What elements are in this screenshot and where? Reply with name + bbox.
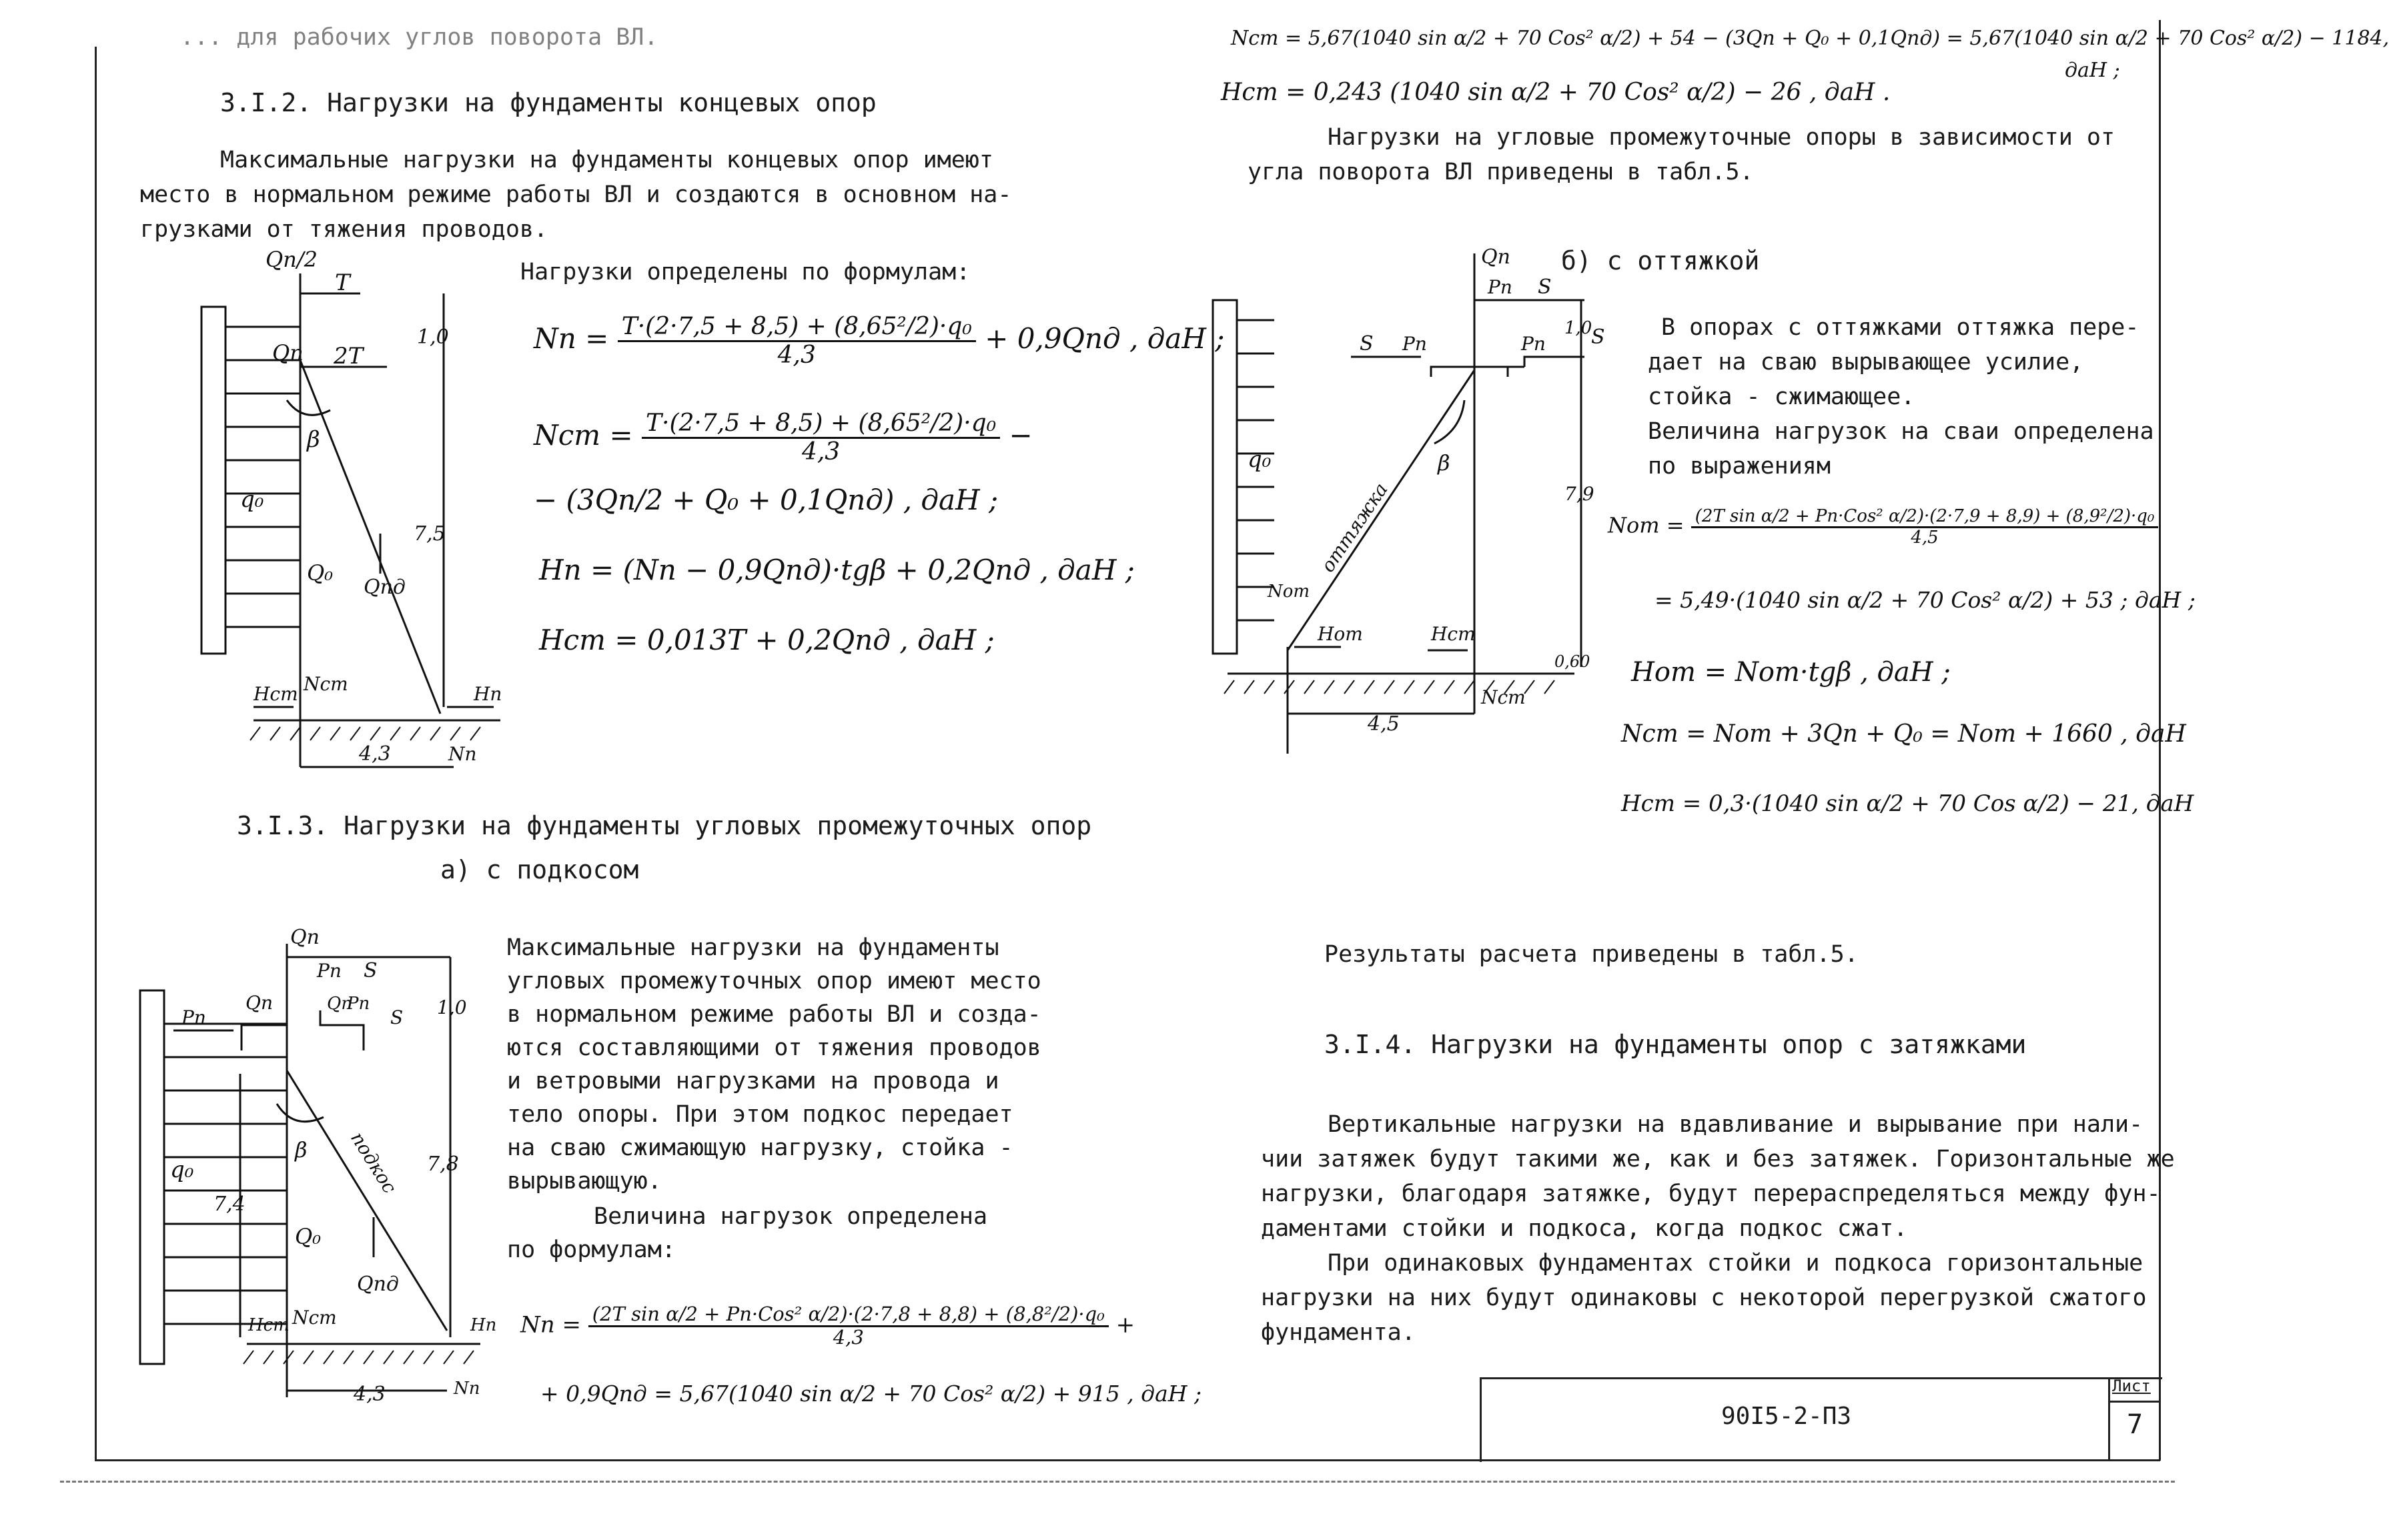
f2-den: 4,3 [801, 438, 841, 466]
hst-label: Hст [254, 683, 298, 705]
2t-label: 2T [334, 343, 364, 369]
section-3-1-4-title: 3.I.4. Нагрузки на фундаменты опор с затяжками [1324, 1030, 2027, 1059]
right-para1-line-2: угла поворота ВЛ приведены в табл.5. [1248, 159, 1754, 185]
f1-lhs: Nп = [534, 322, 609, 355]
f1-num: T·(2·7,5 + 8,5) + (8,65²/2)·q₀ [618, 313, 976, 342]
t-label: T [335, 269, 350, 296]
d3-dim-1-0: 1,0 [1564, 318, 1592, 338]
d2-q0-load: q₀ [170, 1157, 194, 1183]
dim-1-0: 1,0 [417, 325, 449, 349]
d2-dim-4-3: 4,3 [354, 1383, 386, 1406]
right-para3-line-1: Величина нагрузок на сваи определена [1648, 418, 2154, 445]
right-para2-line-2: дает на сваю вырывающее усилие, [1648, 349, 2084, 375]
formula-np-strut-line2: + 0,9Qпд = 5,67(1040 sin α/2 + 70 Cos² α/2) + 915 , даН ; [540, 1381, 1202, 1407]
s314-para2-line-2: нагрузки на них будут одинаковы с некоторой перегрузкой сжатого [1261, 1285, 2147, 1311]
d2-s-right: S [390, 1006, 404, 1028]
s313-para-line-4: ются составляющими от тяжения проводов [507, 1034, 1041, 1061]
formula-hst-guy: Hст = 0,3·(1040 sin α/2 + 70 Cos α/2) − 21, даН [1621, 790, 2194, 817]
s314-para-line-4: даментами стойки и подкоса, когда подкос сжат. [1261, 1215, 1908, 1242]
d3-beta: β [1438, 450, 1450, 476]
d2-hst: Hст [248, 1315, 290, 1335]
d3-qn: Qп [1481, 245, 1510, 269]
f1-tail: + 0,9Qпд , даН ; [985, 322, 1225, 355]
beta-label: β [307, 426, 320, 453]
s312-para-line-2: место в нормальном режиме работы ВЛ и создаются в основном на- [140, 181, 1012, 208]
fa-lhs: Nп = [520, 1311, 581, 1339]
s313-intro-2: по формулам: [507, 1237, 676, 1263]
sheet-label-divider [2108, 1401, 2160, 1403]
d2-np: Nп [454, 1379, 480, 1399]
d2-nst: Nст [292, 1307, 337, 1329]
fb-den: 4,5 [1911, 527, 1939, 548]
d3-pn-left: Pп [1402, 333, 1427, 355]
d2-dim-7-4: 7,4 [213, 1193, 246, 1216]
f1-den: 4,3 [777, 341, 816, 369]
formula-nst-guy: Nст = Nот + 3Qп + Q₀ = Nот + 1660 , даН [1621, 720, 2186, 748]
d2-dim-1-0: 1,0 [437, 996, 467, 1018]
d3-hot: Hот [1318, 623, 1363, 645]
d3-s-left: S [1360, 332, 1374, 355]
s312-para-line-1: Максимальные нагрузки на фундаменты концевых опор имеют [220, 147, 993, 173]
s313-para-line-5: и ветровыми нагрузками на провода и [507, 1068, 999, 1094]
s313-para-line-6: тело опоры. При этом подкос передает [507, 1101, 1013, 1128]
formula-hot: Hот = Nот·tgβ , даН ; [1631, 657, 1951, 688]
q0-label: Q₀ [307, 560, 334, 586]
s314-para-line-1: Вертикальные нагрузки на вдавливание и вырывание при нали- [1328, 1111, 2143, 1138]
d2-qn-left: Qп [246, 992, 273, 1014]
formula-hst-strut-top: Hст = 0,243 (1040 sin α/2 + 70 Cos² α/2) − 26 , даН . [1221, 79, 1891, 106]
d3-nst: Nст [1481, 686, 1526, 708]
d2-pn-top: Pп [317, 960, 342, 982]
formula-not [1608, 507, 2158, 547]
s313-subtitle: а) с подкосом [440, 855, 639, 884]
d3-pn-right: Pп [1521, 333, 1546, 355]
d3-s-top: S [1538, 275, 1552, 299]
s313-para-line-1: Максимальные нагрузки на фундаменты [507, 934, 999, 961]
s313-para-line-7: на сваю сжимающую нагрузку, стойка - [507, 1134, 1013, 1161]
guy-support-diagram [1208, 245, 1605, 767]
fa-tail: + [1115, 1311, 1135, 1339]
formula-nst-strut-unit: даН ; [2065, 59, 2120, 82]
s312-para-line-3: грузками от тяжения проводов. [140, 216, 548, 243]
d2-qng: Qпд [357, 1273, 399, 1296]
document-code: 90I5-2-ПЗ [1721, 1403, 1852, 1430]
d3-not: Nот [1268, 582, 1310, 602]
right-para1-line-1: Нагрузки на угловые промежуточные опоры в зависимости от [1328, 124, 2115, 151]
s313-para-line-3: в нормальном режиме работы ВЛ и созда- [507, 1001, 1041, 1028]
d2-hp: Hп [470, 1315, 497, 1335]
formula-np-strut [520, 1304, 1135, 1349]
d2-pn-left: Pп [181, 1006, 206, 1028]
qng-label: Qпд [364, 576, 406, 599]
bottom-dashed-line [60, 1481, 2175, 1483]
formula-hst: Hст = 0,013T + 0,2Qпд , даН ; [539, 624, 995, 656]
sheet-number: 7 [2127, 1409, 2143, 1440]
d3-dim-7-9: 7,9 [1564, 483, 1594, 505]
d2-podkos: подкос [346, 1128, 402, 1198]
s313-para-line-8: вырывающую. [507, 1168, 662, 1195]
s313-para-line-2: угловых промежуточных опор имеют место [507, 968, 1041, 994]
s312-formula-intro: Нагрузки определены по формулам: [520, 259, 971, 285]
f2-tail: − [1009, 419, 1033, 452]
section-3-1-2-title: 3.I.2. Нагрузки на фундаменты концевых опор [220, 88, 877, 117]
f2-lhs: Nст = [534, 419, 633, 452]
title-block-divider [2108, 1377, 2110, 1460]
qn-label: Qп [272, 340, 304, 365]
d3-s-right: S [1591, 325, 1605, 349]
formula-nst [534, 410, 1033, 465]
d3-pn-top: Pп [1488, 276, 1512, 298]
fa-num: (2T sin α/2 + Pп·Cos² α/2)·(2·7,8 + 8,8) + (8,8²/2)·q₀ [588, 1304, 1109, 1327]
d2-pn-right: Pп [347, 994, 370, 1014]
f2-num: T·(2·7,5 + 8,5) + (8,65²/2)·q₀ [642, 410, 1000, 439]
d2-s-top: S [364, 959, 378, 982]
s314-para-line-3: нагрузки, благодаря затяжке, будут перераспределяться между фун- [1261, 1181, 2161, 1207]
d2-q0: Q₀ [295, 1224, 322, 1249]
right-para2-line-1: В опорах с оттяжками оттяжка пере- [1661, 314, 2139, 341]
right-para3-line-2: по выражениям [1648, 453, 1831, 480]
formula-not-line2: = 5,49·(1040 sin α/2 + 70 Cos² α/2) + 53 ; даН ; [1654, 587, 2196, 613]
nst-label: Nст [304, 673, 348, 695]
hp-label: Hп [474, 683, 502, 705]
formula-np [534, 313, 1224, 368]
fa-den: 4,3 [833, 1325, 864, 1349]
d3-dim-4-5: 4,5 [1368, 712, 1400, 736]
left-margin-line [95, 47, 97, 1461]
np-label: Nп [448, 743, 477, 765]
strut-support-diagram [133, 926, 547, 1411]
qn2-label: Qп/2 [266, 247, 318, 272]
results-text: Результаты расчета приведены в табл.5. [1324, 941, 1859, 968]
fb-lhs: Nот = [1608, 512, 1685, 538]
d2-beta: β [295, 1137, 308, 1163]
formula-hp: Hп = (Nп − 0,9Qпд)·tgβ + 0,2Qпд , даН ; [539, 554, 1135, 586]
s314-para2-line-1: При одинаковых фундаментах стойки и подкоса горизонтальные [1328, 1250, 2143, 1277]
sheet-label: Лист [2112, 1377, 2151, 1395]
s313-intro-1: Величина нагрузок определена [594, 1203, 988, 1230]
formula-nst-strut-top: Nст = 5,67(1040 sin α/2 + 70 Cos² α/2) + 54 − (3Qп + Q₀ + 0,1Qпд) = 5,67(1040 sin α/2 + 70 Cos² α/2) − 1184, [1231, 27, 2389, 50]
d3-dim-0-60: 0,60 [1554, 652, 1590, 671]
q0-load-label: q₀ [240, 486, 264, 513]
top-cut-text: ... для рабочих углов поворота ВЛ. [180, 24, 658, 51]
d2-qn-top: Qп [290, 926, 320, 949]
d2-qn-right: Qп [327, 994, 353, 1014]
dim-4-3: 4,3 [359, 742, 391, 766]
d2-dim-7-8: 7,8 [427, 1152, 459, 1176]
d3-q0-load: q₀ [1248, 446, 1272, 473]
dim-7-5: 7,5 [414, 522, 446, 546]
s314-para2-line-3: фундамента. [1261, 1319, 1416, 1346]
section-3-1-3-title: 3.I.3. Нагрузки на фундаменты угловых промежуточных опор [237, 811, 1092, 840]
formula-nst-line2: − (3Qп/2 + Q₀ + 0,1Qпд) , даН ; [534, 484, 999, 516]
fb-num: (2T sin α/2 + Pп·Cos² α/2)·(2·7,9 + 8,9) + (8,9²/2)·q₀ [1691, 507, 2159, 528]
d3-ottyazhka: оттяжка [1316, 478, 1392, 576]
d3-hst: Hст [1431, 623, 1476, 645]
right-para2-line-3: стойка - сжимающее. [1648, 383, 1915, 410]
subtitle-b: б) с оттяжкой [1561, 246, 1760, 275]
s314-para-line-2: чии затяжек будут такими же, как и без затяжек. Горизонтальные же [1261, 1146, 2175, 1173]
end-support-diagram [187, 247, 560, 766]
